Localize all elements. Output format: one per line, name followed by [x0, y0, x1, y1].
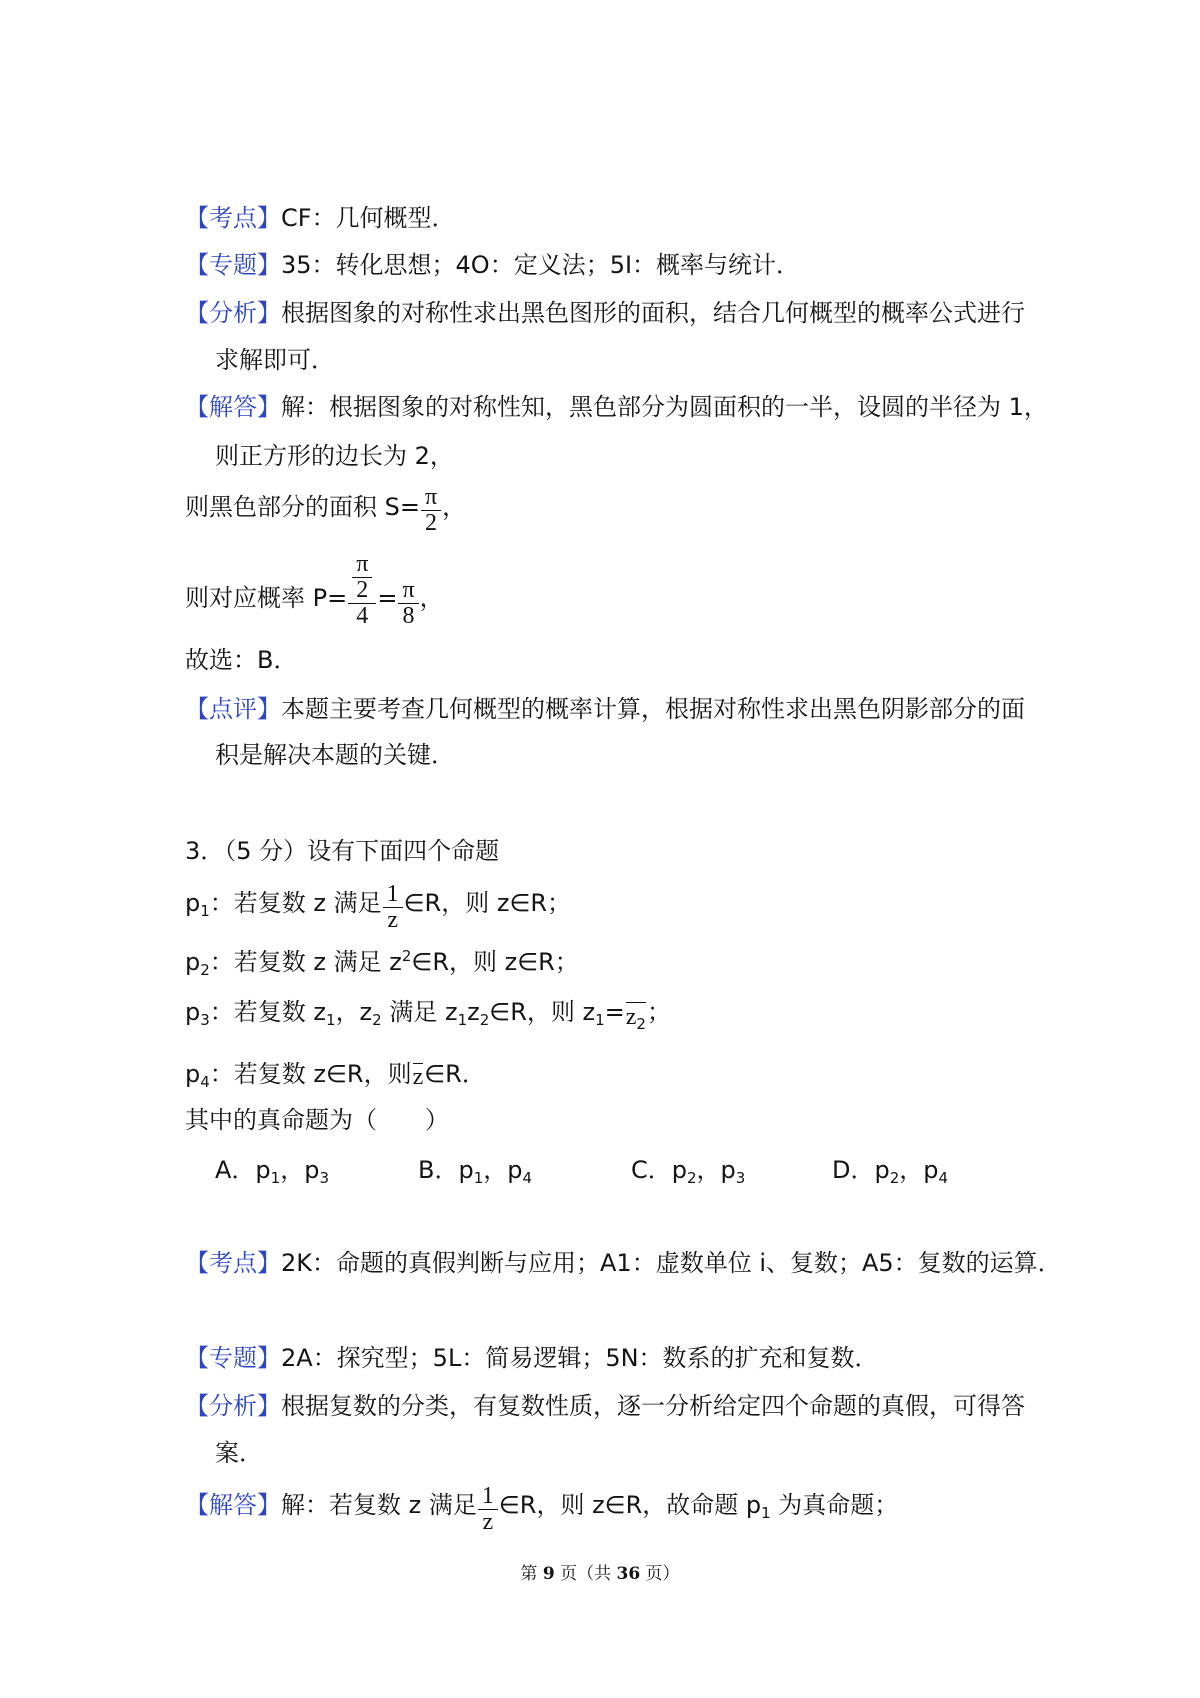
p4-index: 4 [200, 1073, 210, 1091]
complex-fraction-denominator: 4 [356, 602, 369, 629]
conjugate-variable: z [625, 1003, 637, 1030]
dianping-text-continued: 积是解决本题的关键． [215, 741, 455, 769]
option-term: p [507, 1156, 523, 1184]
kaodian-label: 【考点】 [185, 1249, 281, 1277]
area-suffix: ， [442, 493, 467, 521]
question-stem: 3．（5 分）设有下面四个命题 [185, 837, 500, 865]
q3-jieda-line [185, 1482, 899, 1535]
subscript: 4 [522, 1169, 533, 1187]
p3-text: = [604, 997, 625, 1026]
fraction-denominator: 2 [356, 576, 369, 603]
subscript: 1 [473, 1169, 484, 1187]
option-term: p [304, 1156, 320, 1184]
kaodian-text: 2K：命题的真假判断与应用；A1：虚数单位 i、复数；A5：复数的运算． [281, 1249, 1062, 1277]
p3-text: ； [646, 997, 671, 1026]
subscript: 3 [319, 1169, 329, 1187]
subscript: 1 [457, 1010, 468, 1029]
q2-jieda-line [185, 391, 1048, 423]
option-separator: ， [899, 1156, 924, 1184]
option-term: p [720, 1156, 736, 1184]
q3-question-line [185, 1104, 449, 1136]
p4-text-after: ∈R． [424, 1060, 486, 1088]
conjugate-variable: z [412, 1064, 424, 1090]
jieda-text: 为真命题； [770, 1491, 899, 1519]
jieda-fraction [478, 1484, 498, 1535]
p1-head [185, 887, 382, 919]
page-footer [0, 1562, 1200, 1586]
jieda-label: 【解答】 [185, 393, 281, 421]
fenxi-text: 根据复数的分类，有复数性质，逐一分析给定四个命题的真假，可得答 [281, 1392, 1025, 1420]
kaodian-label: 【考点】 [185, 204, 281, 232]
area-fraction [421, 485, 441, 536]
subscript: 2 [479, 1010, 490, 1029]
jieda-text: 解：根据图象的对称性知，黑色部分为圆面积的一半，设圆的半径为 1， [281, 393, 1048, 421]
probability-prefix: 则对应概率 P= [185, 584, 348, 612]
option-term: p [255, 1156, 271, 1184]
conjugate-z [413, 1063, 424, 1088]
subscript: 2 [372, 1010, 382, 1029]
total-pages: 36 [616, 1564, 641, 1584]
jieda-label: 【解答】 [185, 1491, 281, 1519]
p1-text-after: ∈R，则 z∈R； [403, 889, 572, 917]
zhuanti-label: 【专题】 [185, 1344, 281, 1372]
p4-content [185, 1058, 486, 1090]
p1-index: 1 [200, 902, 210, 920]
footer-prefix: 第 [520, 1564, 543, 1584]
p2-text-before: ：若复数 z 满足 z [209, 948, 402, 976]
q3-zhuanti-line [185, 1342, 879, 1374]
fraction-numerator: π [421, 485, 441, 511]
probability-suffix: ， [419, 584, 444, 612]
p3-text: 满足 z [381, 997, 458, 1026]
option-term: p [458, 1156, 474, 1184]
option-separator: ， [483, 1156, 508, 1184]
p3-index: 3 [200, 1010, 210, 1029]
zhuanti-text: 2A：探究型；5L：简易逻辑；5N：数系的扩充和复数． [281, 1344, 879, 1372]
subscript: 3 [735, 1169, 746, 1187]
q3-fenxi-continuation [215, 1437, 263, 1469]
option-term: p [923, 1156, 939, 1184]
q2-fenxi-continuation [215, 344, 335, 376]
zhuanti-label: 【专题】 [185, 251, 281, 279]
p2-exponent: 2 [401, 947, 412, 965]
p1-fraction [383, 882, 403, 933]
fraction-numerator: π [398, 578, 418, 604]
p1-letter: p [185, 889, 201, 917]
jieda-text: ∈R，则 z∈R，故命题 p [498, 1491, 762, 1519]
option-letter: A． [215, 1156, 256, 1184]
q2-kaodian-line [185, 202, 456, 234]
footer-middle: 页（共 [554, 1564, 617, 1584]
subscript: 1 [761, 1504, 771, 1522]
answer-text: 故选：B． [185, 646, 298, 674]
equals-sign: = [377, 584, 398, 612]
fenxi-text-continued: 求解即可． [215, 346, 335, 374]
subscript: 2 [636, 1014, 646, 1033]
jieda-text-before: 解：若复数 z 满足 [281, 1491, 477, 1519]
option-term: p [671, 1156, 687, 1184]
option-c [631, 1154, 745, 1186]
option-b [418, 1154, 532, 1186]
option-d [832, 1154, 948, 1186]
p1-text-before: ：若复数 z 满足 [209, 889, 382, 917]
subscript: 2 [889, 1169, 900, 1187]
p4-text-before: ：若复数 z∈R，则 [209, 1060, 412, 1088]
fraction-numerator: π [352, 552, 372, 578]
option-separator: ， [280, 1156, 305, 1184]
proposition-p3 [185, 996, 671, 1033]
jieda-text-continued: 则正方形的边长为 2， [215, 442, 454, 470]
option-a [215, 1154, 329, 1186]
dianping-label: 【点评】 [185, 695, 281, 723]
fenxi-label: 【分析】 [185, 1392, 281, 1420]
fraction-denominator: z [482, 1508, 494, 1535]
conjugate-z2 [625, 1002, 646, 1033]
complex-fraction-numerator [348, 552, 376, 604]
answer-line [185, 644, 297, 676]
q2-dianping-line [185, 693, 1025, 725]
q3-kaodian-line [185, 1247, 1062, 1279]
fraction-denominator: 8 [402, 602, 415, 629]
proposition-p2 [185, 946, 579, 978]
p2-text-after: ∈R，则 z∈R； [411, 948, 579, 976]
q2-jieda-continuation [215, 440, 454, 472]
p3-text: z [467, 997, 480, 1026]
q3-stem [185, 835, 499, 867]
fenxi-text-continued: 案． [215, 1439, 263, 1467]
kaodian-text: CF：几何概型． [281, 204, 456, 232]
probability-complex-fraction [348, 552, 376, 629]
dianping-text: 本题主要考查几何概型的概率计算，根据对称性求出黑色阴影部分的面 [281, 695, 1025, 723]
p3-letter: p [185, 997, 201, 1026]
half-pi-fraction [352, 552, 372, 603]
fraction-numerator: 1 [383, 882, 403, 908]
option-term: p [874, 1156, 890, 1184]
subscript: 1 [326, 1010, 336, 1029]
p2-index: 2 [200, 961, 210, 979]
fraction-denominator: z [387, 906, 398, 933]
page-number: 9 [542, 1564, 555, 1584]
q2-fenxi-line [185, 297, 1025, 329]
option-letter: C． [631, 1156, 672, 1184]
subscript: 4 [938, 1169, 949, 1187]
proposition-p4 [185, 1058, 486, 1090]
fenxi-text: 根据图象的对称性求出黑色图形的面积，结合几何概型的概率公式进行 [281, 299, 1025, 327]
proposition-p1 [185, 880, 572, 933]
subscript: 2 [687, 1169, 697, 1187]
zhuanti-text: 35：转化思想；4O：定义法；5I：概率与统计． [281, 251, 801, 279]
fraction-denominator: 2 [425, 509, 438, 536]
jieda-text-after [499, 1489, 898, 1521]
p3-text: ，z [335, 997, 373, 1026]
subscript: 1 [270, 1169, 281, 1187]
fraction-numerator: 1 [478, 1484, 498, 1510]
result-fraction [398, 578, 418, 629]
subscript: 1 [595, 1010, 605, 1029]
option-letter: B． [418, 1156, 459, 1184]
p4-letter: p [185, 1060, 201, 1088]
question-text: 其中的真命题为（ ） [185, 1106, 449, 1134]
probability-formula-line [185, 550, 444, 629]
area-formula-line [185, 483, 467, 536]
p3-text: ：若复数 z [209, 997, 327, 1026]
option-separator: ， [696, 1156, 721, 1184]
q3-fenxi-line [185, 1390, 1025, 1422]
area-prefix: 则黑色部分的面积 S= [185, 493, 420, 521]
p2-content [185, 946, 579, 978]
p3-content [185, 996, 671, 1033]
q2-zhuanti-line [185, 249, 800, 281]
p3-text: ∈R，则 z [489, 997, 596, 1026]
q2-dianping-continuation [215, 739, 455, 771]
option-letter: D． [832, 1156, 875, 1184]
footer-suffix: 页） [640, 1564, 680, 1584]
fenxi-label: 【分析】 [185, 299, 281, 327]
p2-letter: p [185, 948, 201, 976]
